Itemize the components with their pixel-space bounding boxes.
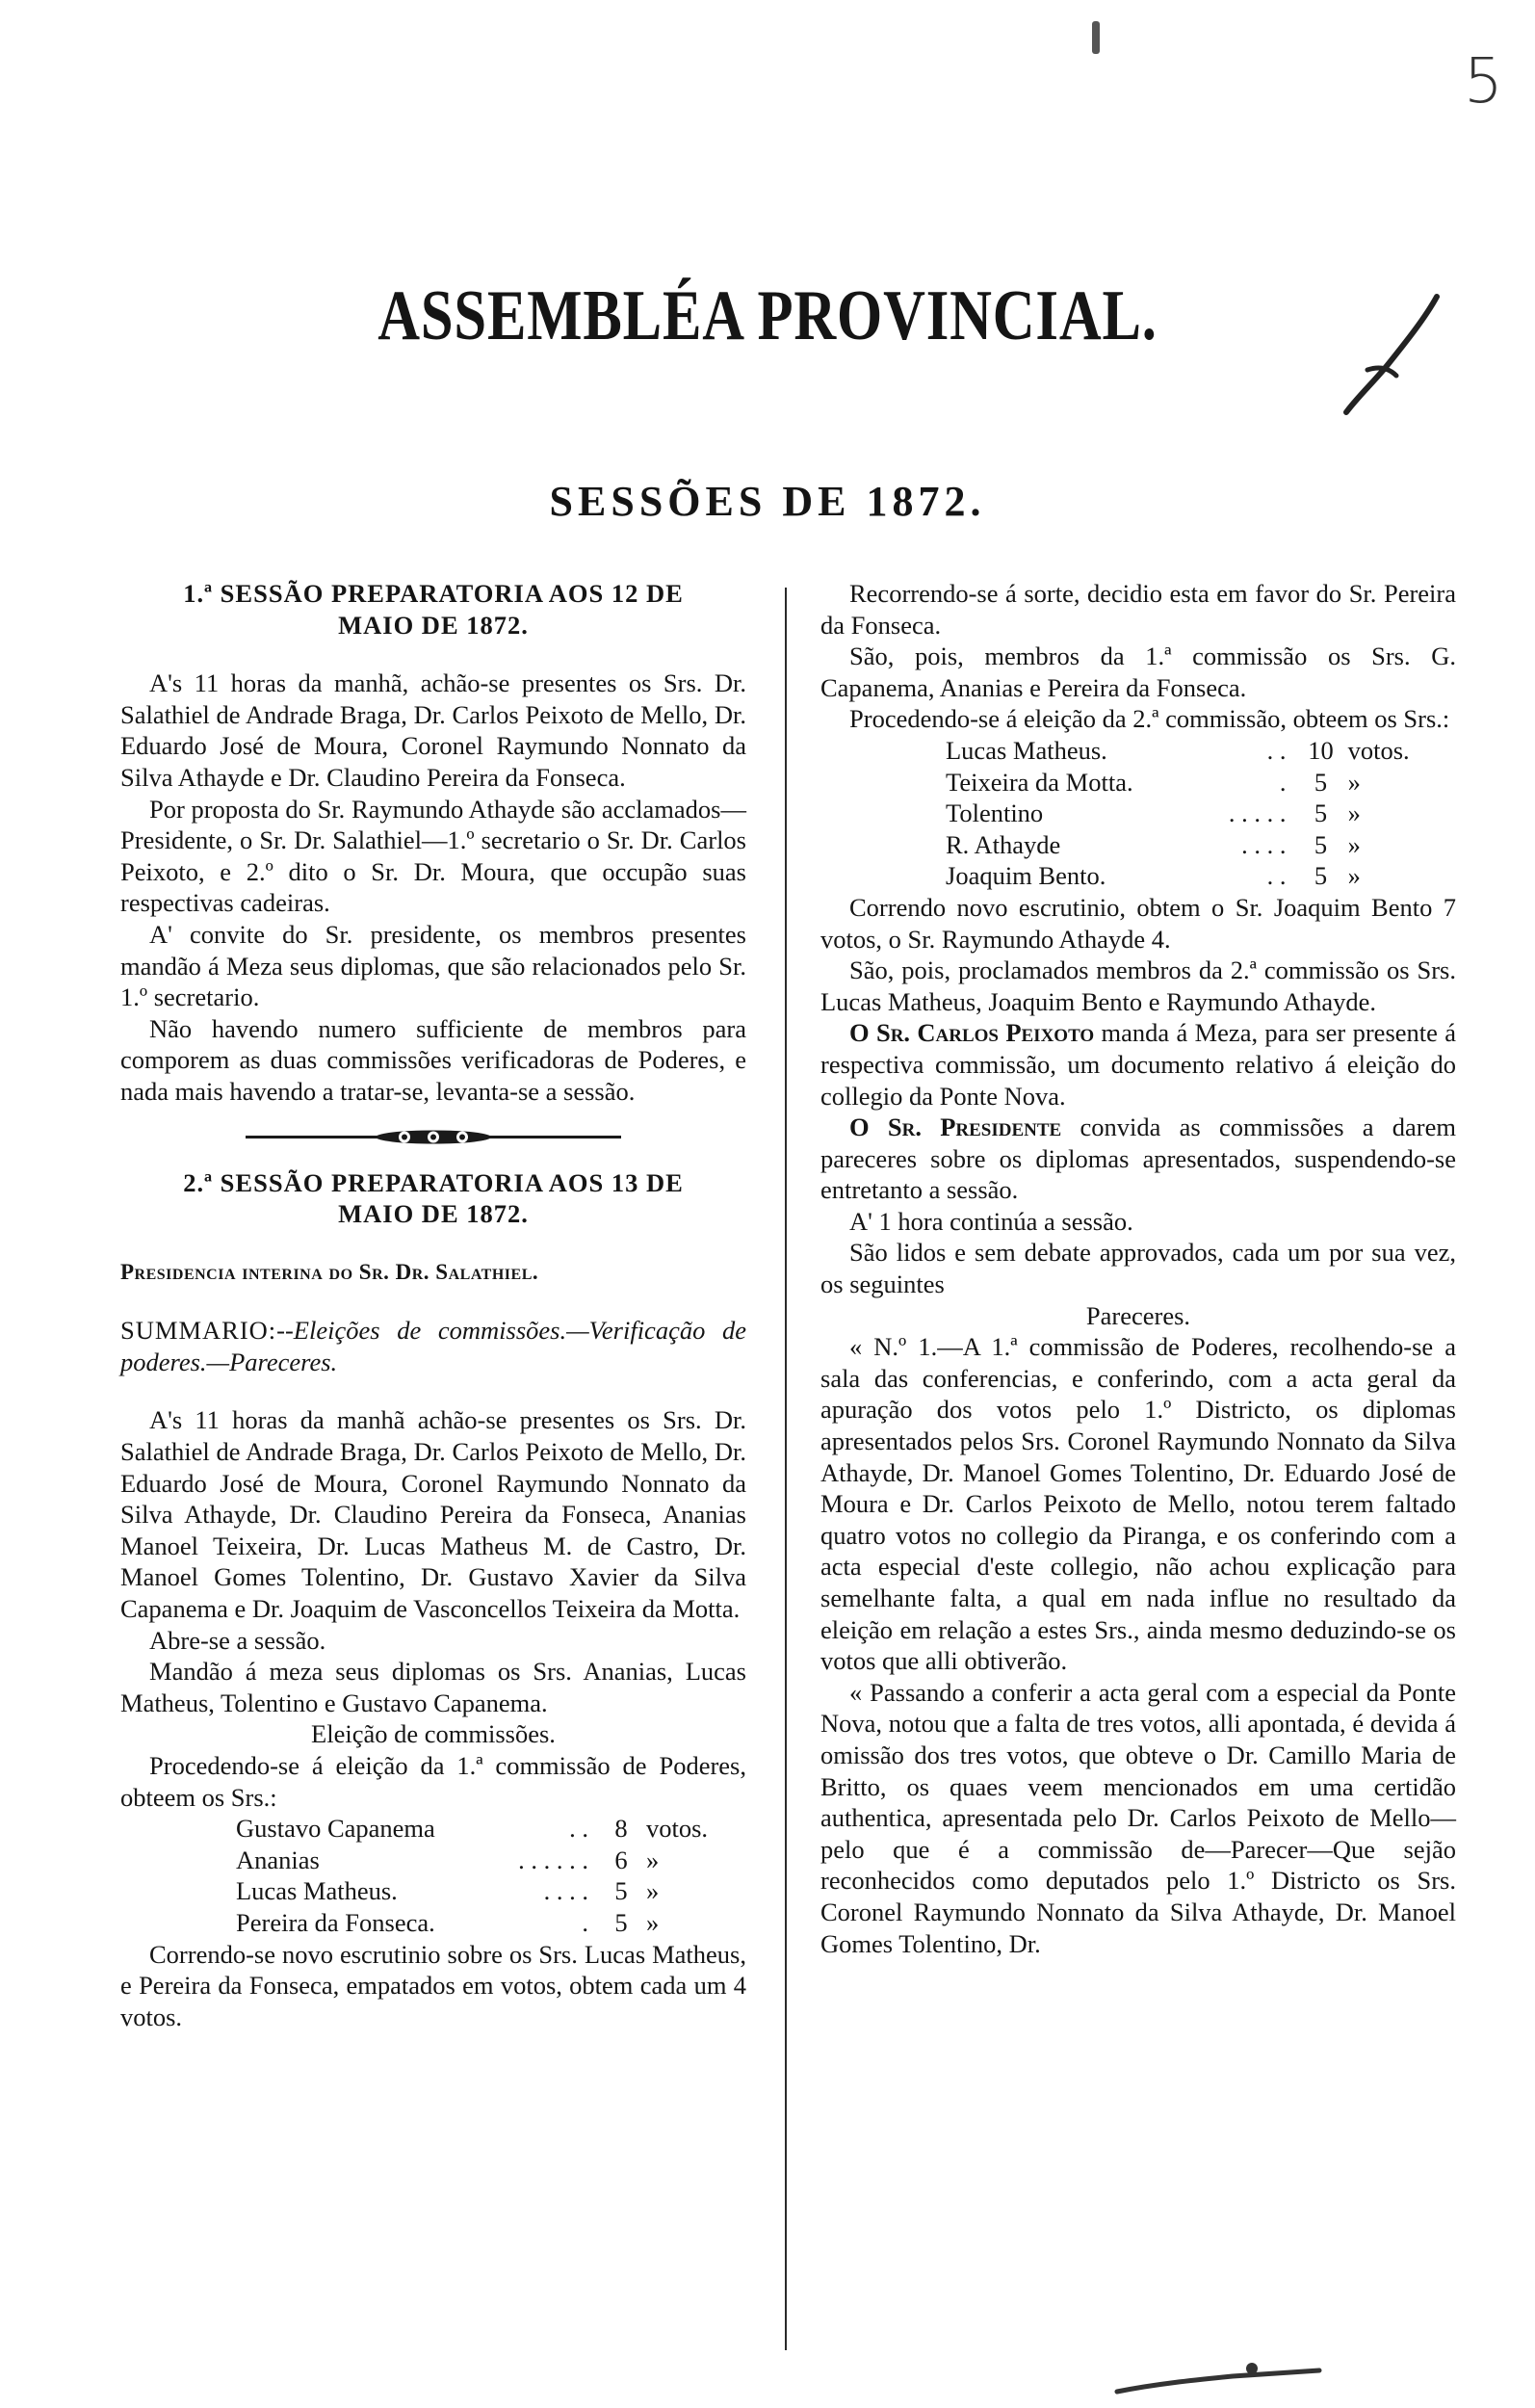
vote-row: Pereira da Fonseca. . 5 » <box>236 1907 660 1937</box>
document-subtitle: SESSÕES DE 1872. <box>549 478 986 525</box>
ink-smudge <box>1107 2355 1329 2403</box>
pareceres-heading: Pareceres. <box>1085 1300 1191 1330</box>
parecer-paragraph: « Passando a conferir a acta geral com a especial da Ponte Nova, notou que a falta de tres votos, alli apontada, é devida á omissão dos tres votos, que obteve o Dr. Camillo Maria de Britto, os quaes veem mencionados em uma certidão authentica, apresentada pelo Dr. Carlos Peixoto de Mello—pelo que é a commissão de—Parecer—Que sejão reconhecidos como deputados pelo 1.º Districto os Srs. Coronel Raymundo Nonnato da Silva Athayde, Dr. Manoel Gomes Tolentino, Dr. <box>820 1677 1456 1958</box>
ink-speck <box>1092 21 1100 54</box>
session-summary: SUMMARIO:--Eleições de commissões.—Verificação de poderes.—Pareceres. <box>120 1316 746 1376</box>
session-1-paragraph: A' convite do Sr. presidente, os membros presentes mandão á Meza seus diplomas, que são relacionados pelo Sr. 1.º secretario. <box>120 919 746 1012</box>
right-column <box>820 578 1456 1959</box>
session-1-heading: 1.ª SESSÃO PREPARATORIA AOS 12 DE MAIO DE 1872. <box>183 579 684 640</box>
vote-table-second-commission <box>820 735 1456 892</box>
page-number: 5 <box>1464 46 1503 118</box>
session-2-paragraph: Correndo-se novo escrutinio sobre os Srs. Lucas Matheus, e Pereira da Fonseca, empatados em votos, obtem cada um 4 votos. <box>120 1939 746 2031</box>
session-2-paragraph: Procedendo-se á eleição da 1.ª commissão de Poderes, obteem os Srs.: <box>120 1751 746 1812</box>
right-paragraph: Recorrendo-se á sorte, decidio esta em favor do Sr. Pereira da Fonseca. <box>820 579 1456 640</box>
right-paragraph: O Sr. Presidente convida as commissões a darem pareceres sobre os diplomas apresentados, suspendendo-se entretanto a sessão. <box>820 1112 1456 1205</box>
vote-row: Teixeira da Motta. . 5 » <box>946 767 1361 797</box>
session-1-paragraph: A's 11 horas da manhã, achão-se presentes os Srs. Dr. Salathiel de Andrade Braga, Dr. Carlos Peixoto de Mello, Dr. Eduardo José de Moura, Coronel Raymundo Nonnato da Silva Athayde e Dr. Claudino Pereira da Fonseca. <box>120 668 746 792</box>
parecer-paragraph: « N.º 1.—A 1.ª commissão de Poderes, recolhendo-se a sala das conferencias, e conferindo, com a acta geral da apuração dos votos pelo 1.º Districto, os diplomas apresentados pelos Srs. Coronel Raymundo Nonnato da Silva Athayde, Dr. Manoel Gomes Tolentino, Dr. Eduardo José de Moura e Dr. Carlos Peixoto de Mello, notou terem faltado quatro votos no collegio da Piranga, e os conferindo com a acta especial d'este collegio, não achou explicação para semelhante falta, a qual em nada influe no resultado da eleição em relação a estes Srs., ainda mesmo deduzindo-se os votos que alli obtiverão. <box>820 1332 1456 1676</box>
vote-row: Ananias . . . . . . 6 » <box>236 1845 660 1874</box>
vote-row: Gustavo Capanema . . 8 votos. <box>236 1814 709 1844</box>
session-2-heading: 2.ª SESSÃO PREPARATORIA AOS 13 DE MAIO DE 1872. <box>183 1167 684 1229</box>
presidency-line: Presidencia interina do Sr. Dr. Salathiel. <box>120 1259 539 1284</box>
subsection-heading: Eleição de commissões. <box>311 1719 556 1749</box>
right-paragraph: São lidos e sem debate approvados, cada um por sua vez, os seguintes <box>820 1238 1456 1299</box>
document-title: ASSEMBLÉA PROVINCIAL. <box>377 276 1158 355</box>
right-paragraph: São, pois, membros da 1.ª commissão os Srs. G. Capanema, Ananias e Pereira da Fonseca. <box>820 641 1456 702</box>
vote-row: R. Athayde . . . . 5 » <box>946 829 1361 859</box>
vote-row: Lucas Matheus. . . 10 votos. <box>946 735 1410 765</box>
right-paragraph: São, pois, proclamados membros da 2.ª commissão os Srs. Lucas Matheus, Joaquim Bento e Raymundo Athayde. <box>820 955 1456 1016</box>
speaker-name: O Sr. Presidente <box>849 1112 1062 1142</box>
session-1-paragraph: Por proposta do Sr. Raymundo Athayde são acclamados—Presidente, o Sr. Dr. Salathiel—1.º secretario o Sr. Dr. Carlos Peixoto, e 2.º dito o Sr. Dr. Moura, que occupão suas respectivas cadeiras. <box>120 794 746 918</box>
vote-row: Joaquim Bento. . . 5 » <box>946 861 1361 891</box>
left-column <box>120 578 746 2032</box>
speaker-name: O Sr. Carlos Peixoto <box>849 1018 1095 1048</box>
right-paragraph: A' 1 hora continúa a sessão. <box>849 1206 1133 1236</box>
vote-row: Tolentino . . . . . 5 » <box>946 798 1361 828</box>
session-2-paragraph: A's 11 horas da manhã achão-se presentes os Srs. Dr. Salathiel de Andrade Braga, Dr. Carlos Peixoto de Mello, Dr. Eduardo José de Moura, Coronel Raymundo Nonnato da Silva Athayde, Dr. Claudino Pereira da Fonseca, Ananias Manoel Teixeira, Dr. Lucas Matheus M. de Castro, Dr. Manoel Gomes Tolentino, Dr. Gustavo Xavier da Silva Capanema e Dr. Joaquim de Vasconcellos Teixeira da Motta. <box>120 1405 746 1624</box>
vote-table-first-commission <box>120 1813 746 1938</box>
right-paragraph: Procedendo-se á eleição da 2.ª commissão, obteem os Srs.: <box>849 704 1450 734</box>
session-2-paragraph: Abre-se a sessão. <box>149 1625 326 1655</box>
right-paragraph: O Sr. Carlos Peixoto manda á Meza, para ser presente á respectiva commissão, um documento relativo á eleição do collegio da Ponte Nova. <box>820 1018 1456 1111</box>
session-2-paragraph: Mandão á meza seus diplomas os Srs. Ananias, Lucas Matheus, Tolentino e Gustavo Capanema. <box>120 1657 746 1717</box>
vote-row: Lucas Matheus. . . . . 5 » <box>236 1876 660 1906</box>
right-paragraph: Correndo novo escrutinio, obtem o Sr. Joaquim Bento 7 votos, o Sr. Raymundo Athayde 4. <box>820 892 1456 954</box>
column-divider <box>785 588 787 2350</box>
section-ornament <box>246 1125 621 1148</box>
session-1-paragraph: Não havendo numero sufficiente de membros para comporem as duas commissões verificadoras de Poderes, e nada mais havendo a tratar-se, levanta-se a sessão. <box>120 1013 746 1106</box>
